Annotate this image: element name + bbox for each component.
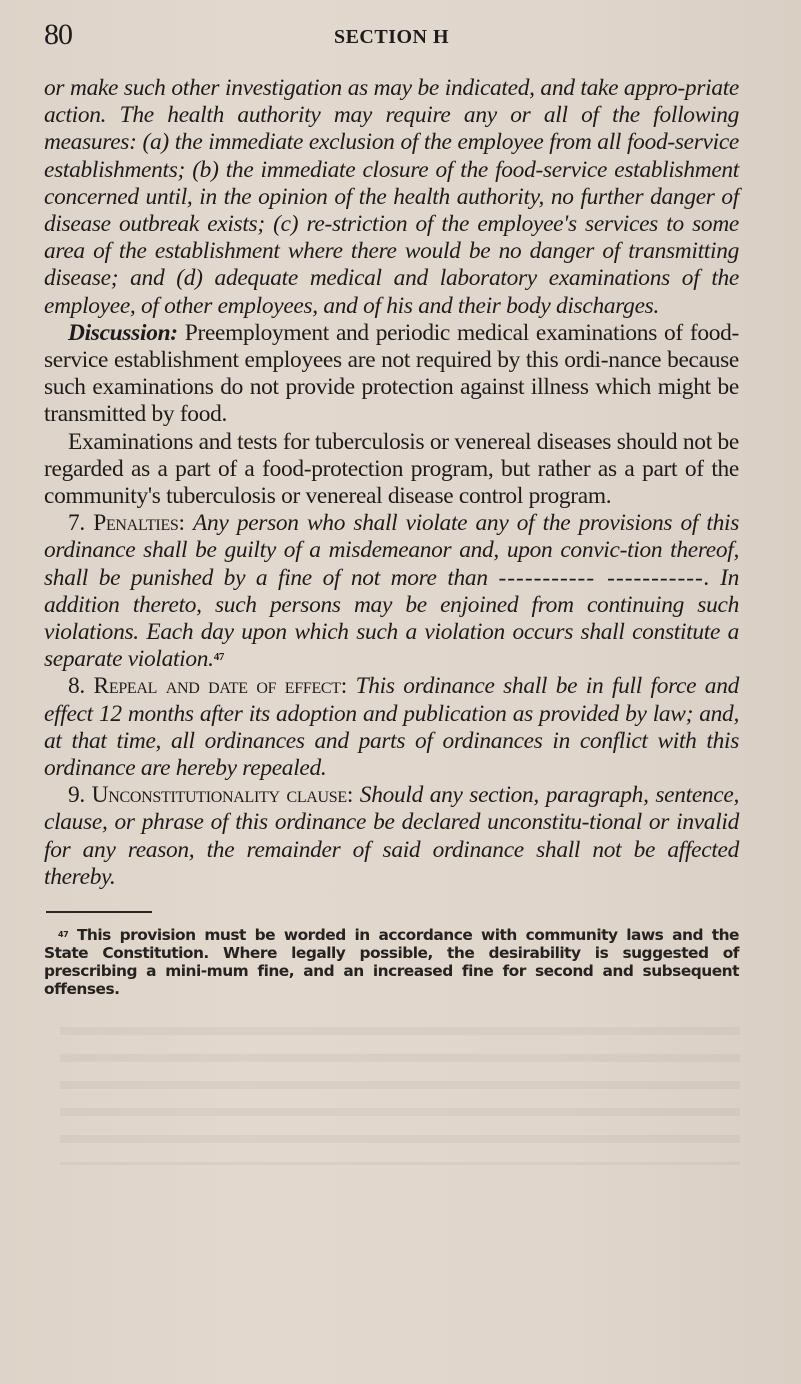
running-head <box>44 18 739 58</box>
footnote-47 <box>44 926 739 998</box>
show-through-text <box>60 1015 740 1165</box>
penalties-colon: : <box>178 510 194 537</box>
paragraph-measures: or make such other investigation as may be indicated, and take appro-priate action. The health authority may require any or all of the following measures: (a) the immediate exclusion of the employee from all food-service establishments; (b) the immediate closure of the food-service establishment concerned until, in the opinion of the health authority, no further danger of disease outbreak exists; (c) re-striction of the employee's services to some area of the establishment where there would be no danger of transmitting disease; and (d) adequate medical and laboratory examinations of the employee, of other employees, and of his and their body discharges. <box>44 75 739 319</box>
repeal-colon: : <box>340 673 356 700</box>
penalties-text-before: Any person who shall violate any of the provisions of this ordinance shall be guilty of a misdemeanor and, upon convic-tion thereof, shall be punished by a fine of not more than <box>44 510 739 591</box>
fine-amount-blank: ----------- ----------- <box>498 564 704 591</box>
document-page <box>44 18 739 998</box>
footnote-text: This provision must be worded in accordance with community laws and the State Constitution. Where legally possible, the desirability is suggested of prescribing a mini-mum fine, and an increased fine for second and subsequent offenses. <box>44 926 740 999</box>
paragraph-unconstitutionality <box>44 782 739 891</box>
unconstitutionality-colon: : <box>346 782 360 809</box>
penalties-number: 7. <box>68 510 94 537</box>
paragraph-discussion <box>44 320 739 429</box>
unconstitutionality-number: 9. <box>68 782 92 809</box>
repeal-number: 8. <box>68 673 94 700</box>
penalties-text-after: . In addition thereto, such persons may be enjoined from continuing such violations. Each day upon which such a violation occurs shall constitute a separate violation. <box>44 564 739 673</box>
body-text <box>44 75 739 891</box>
repeal-heading: Repeal and date of effect <box>93 673 341 700</box>
footnotes <box>44 926 739 998</box>
paragraph-examinations: Examinations and tests for tuberculosis or venereal diseases should not be regarded as a part of a food-protection program, but rather as a part of the community's tuberculosis or venereal disease control program. <box>44 428 739 510</box>
discussion-text: Preemployment and periodic medical examinations of food-service establishment employees are not required by this ordi-nance because such examinations do not provide protection against illness which might be transmitted by food. <box>44 319 739 428</box>
footnote-divider <box>46 911 152 913</box>
unconstitutionality-heading: Unconstitutionality clause <box>91 782 347 809</box>
repeal-text: This ordinance shall be in full force and effect 12 months after its adoption and publication as provided by law; and, at that time, all ordinances and parts of ordinances in conflict with this ordinance are hereby repealed. <box>44 673 739 782</box>
unconstitutionality-text: Should any section, paragraph, sentence, clause, or phrase of this ordinance be declared unconstitu-tional or invalid for any reason, the remainder of said ordinance shall not be affected thereby. <box>44 782 740 890</box>
paragraph-penalties <box>44 510 739 673</box>
footnote-ref-47: 47 <box>213 651 225 664</box>
section-title: SECTION H <box>333 26 450 48</box>
footnote-marker: 47 <box>58 930 69 940</box>
paragraph-repeal <box>44 673 739 782</box>
page-number: 80 <box>44 18 72 51</box>
discussion-label: Discussion: <box>68 319 178 346</box>
penalties-heading: Penalties <box>93 510 179 537</box>
